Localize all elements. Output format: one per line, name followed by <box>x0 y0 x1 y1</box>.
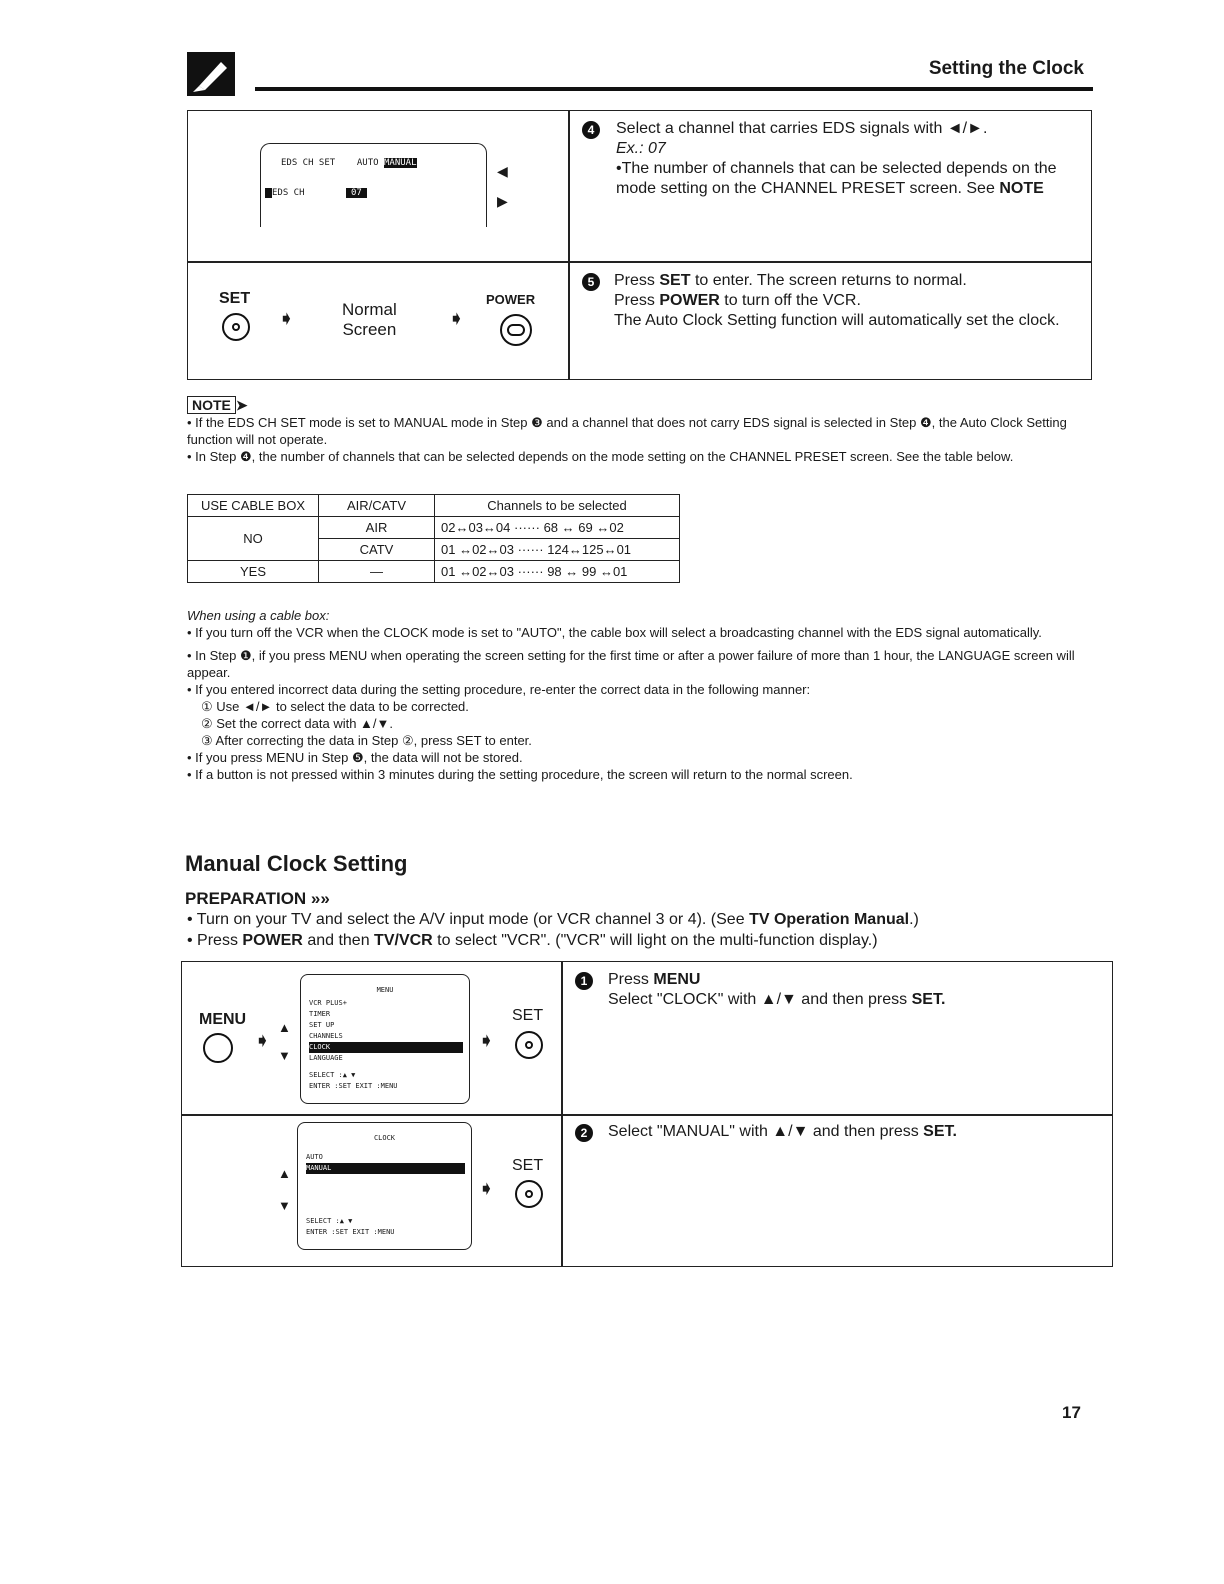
cable-note-bullet: • If a button is not pressed within 3 minutes during the setting procedure, the screen will return to the normal screen. <box>187 767 853 782</box>
set-keyword: SET. <box>923 1123 957 1140</box>
clock-screen-title: CLOCK <box>373 1134 396 1142</box>
clock-screen <box>297 1122 472 1250</box>
cable-notes-heading: When using a cable box: <box>187 608 330 623</box>
cable-note-bullet: • If you press MENU in Step ❺, the data will not be stored. <box>187 750 523 765</box>
power-label: POWER <box>486 292 536 307</box>
eds-ch-label: EDS CH <box>272 188 305 198</box>
text: Select "MANUAL" with ▲/▼ and then press <box>608 1123 919 1140</box>
eds-ch-set-label: EDS CH SET <box>281 158 336 168</box>
divider <box>187 261 1092 263</box>
text: to turn off the VCR. <box>724 292 861 309</box>
correction-step: ③ After correcting the data in Step ②, press SET to enter. <box>201 733 532 748</box>
menu-button-icon <box>203 1033 233 1063</box>
menu-item: CHANNELS <box>309 1032 343 1040</box>
preparation-text <box>187 909 1092 951</box>
page-number: 17 <box>1062 1403 1081 1422</box>
table-header: USE CABLE BOX <box>188 495 319 517</box>
table-header: Channels to be selected <box>435 495 680 517</box>
step-4-bullet: •The number of channels that can be selected depends on the mode setting on the CHANNEL PRESET screen. See <box>616 160 1057 197</box>
note-arrow-icon: ➤ <box>235 397 248 413</box>
menu-item: VCR PLUS+ <box>309 999 347 1007</box>
correction-step: ① Use ◄/► to select the data to be corrected. <box>201 699 469 714</box>
eds-screen <box>260 143 487 227</box>
menu-keyword: MENU <box>653 971 701 988</box>
set-keyword: SET. <box>911 991 946 1008</box>
right-arrow-icon: ▶ <box>497 193 508 209</box>
step-5-badge: 5 <box>582 273 600 291</box>
menu-enter-hint: ENTER :SET EXIT :MENU <box>309 1082 398 1090</box>
auto-option: AUTO <box>356 158 379 168</box>
tvvcr-keyword: TV/VCR <box>374 932 433 949</box>
section-logo-icon <box>187 52 235 96</box>
set-label: SET <box>219 290 251 307</box>
table-cell: 01 ↔02↔03 ······ 98 ↔ 99 ↔01 <box>435 561 680 583</box>
arrow-right-icon: ➧ <box>278 308 295 330</box>
set-label: SET <box>512 1007 544 1024</box>
down-arrow-icon: ▼ <box>278 1198 291 1213</box>
cable-note-bullet: • In Step ❶, if you press MENU when operating the screen setting for the first time or after a power failure of more than 1 hour, the LANGUAGE screen will appear. <box>187 648 1075 680</box>
step-1-badge: 1 <box>575 972 593 990</box>
step-2-badge: 2 <box>575 1124 593 1142</box>
step-4-text <box>616 119 1086 199</box>
text: .) <box>909 911 919 928</box>
up-arrow-icon: ▲ <box>278 1166 291 1181</box>
menu-screen-title: MENU <box>376 986 394 994</box>
note-bullet-1: • If the EDS CH SET mode is set to MANUAL mode in Step ❸ and a channel that does not carry EDS signal is selected in Step ❹, the Auto Clock Setting function will not operate. <box>187 415 1067 447</box>
normal-screen-label <box>342 300 397 340</box>
table-header: AIR/CATV <box>319 495 435 517</box>
clock-option-selected: MANUAL <box>306 1163 465 1174</box>
step-4-badge: 4 <box>582 121 600 139</box>
channel-table <box>187 494 680 583</box>
text: Press <box>608 971 649 988</box>
divider <box>181 1114 1113 1116</box>
note-body <box>187 414 1092 465</box>
table-cell: YES <box>188 561 319 583</box>
text: • Turn on your TV and select the A/V input mode (or VCR channel 3 or 4). (See <box>187 911 745 928</box>
table-cell: NO <box>188 517 319 561</box>
eds-ch-value: 07 <box>346 188 367 198</box>
tv-manual-ref: TV Operation Manual <box>749 911 910 928</box>
menu-item: LANGUAGE <box>309 1054 343 1062</box>
arrow-right-icon: ➧ <box>478 1178 495 1200</box>
cable-note-bullet: • If you turn off the VCR when the CLOCK mode is set to "AUTO", the cable box will select a broadcasting channel with the EDS signal automatically. <box>187 625 1042 640</box>
step-5-line3: The Auto Clock Setting function will automatically set the clock. <box>614 312 1060 329</box>
arrow-right-icon: ➧ <box>478 1030 495 1052</box>
step-4-example: Ex.: 07 <box>616 140 666 157</box>
set-label: SET <box>512 1157 544 1174</box>
step-5-text <box>614 271 1084 331</box>
up-arrow-icon: ▲ <box>278 1020 291 1035</box>
step-1-text <box>608 970 1098 1010</box>
menu-item-selected: CLOCK <box>309 1042 463 1053</box>
cable-note-bullet: • If you entered incorrect data during the setting procedure, re-enter the correct data in the following manner: <box>187 682 811 697</box>
table-cell: 01 ↔02↔03 ······ 124↔125↔01 <box>435 539 680 561</box>
menu-label: MENU <box>199 1011 247 1028</box>
clock-enter-hint: ENTER :SET EXIT :MENU <box>306 1228 395 1236</box>
text: Press <box>614 292 655 309</box>
menu-select-hint: SELECT :▲ ▼ <box>309 1071 356 1079</box>
text: to enter. The screen returns to normal. <box>694 272 967 289</box>
table-cell: — <box>319 561 435 583</box>
page-header-title: Setting the Clock <box>928 58 1084 79</box>
clock-select-hint: SELECT :▲ ▼ <box>306 1217 353 1225</box>
table-cell: 02↔03↔04 ······ 68 ↔ 69 ↔02 <box>435 517 680 539</box>
power-keyword: POWER <box>659 292 720 309</box>
step-4-line1: Select a channel that carries EDS signals with ◄/►. <box>616 120 988 137</box>
screen-label: Screen <box>342 320 397 339</box>
set-button-icon <box>222 313 250 341</box>
text: and then <box>307 932 370 949</box>
text: Select "CLOCK" with ▲/▼ and then press <box>608 991 908 1008</box>
section-title: Manual Clock Setting <box>185 851 408 876</box>
header-rule <box>255 87 1093 91</box>
correction-step: ② Set the correct data with ▲/▼. <box>201 716 394 731</box>
arrow-right-icon: ➧ <box>254 1030 271 1052</box>
set-button-icon <box>515 1180 543 1208</box>
down-arrow-icon: ▼ <box>278 1048 291 1063</box>
left-arrow-icon: ◀ <box>497 163 508 179</box>
menu-screen <box>300 974 470 1104</box>
power-keyword: POWER <box>242 932 303 949</box>
cable-notes <box>187 607 1092 783</box>
clock-option: AUTO <box>306 1153 323 1161</box>
text: Press <box>614 272 655 289</box>
note-bullet-2: • In Step ❹, the number of channels that can be selected depends on the mode setting on the CHANNEL PRESET screen. See the table below. <box>187 449 1014 464</box>
step-2-text <box>608 1122 1098 1142</box>
menu-item: SET UP <box>309 1021 335 1029</box>
manual-option: MANUAL <box>383 158 417 168</box>
table-cell: AIR <box>319 517 435 539</box>
set-keyword: SET <box>659 272 691 289</box>
arrow-right-icon: ➧ <box>448 308 465 330</box>
divider <box>568 110 570 380</box>
note-label-text: NOTE <box>187 396 236 414</box>
text: to select "VCR". ("VCR" will light on the multi-function display.) <box>437 932 878 949</box>
preparation-heading: PREPARATION »» <box>185 889 330 908</box>
menu-item: TIMER <box>309 1010 331 1018</box>
text: • Press <box>187 932 238 949</box>
table-cell: CATV <box>319 539 435 561</box>
power-button-icon <box>500 314 532 346</box>
note-label <box>187 397 248 414</box>
note-reference: NOTE <box>999 180 1044 197</box>
normal-label: Normal <box>342 300 397 319</box>
set-button-icon <box>515 1031 543 1059</box>
